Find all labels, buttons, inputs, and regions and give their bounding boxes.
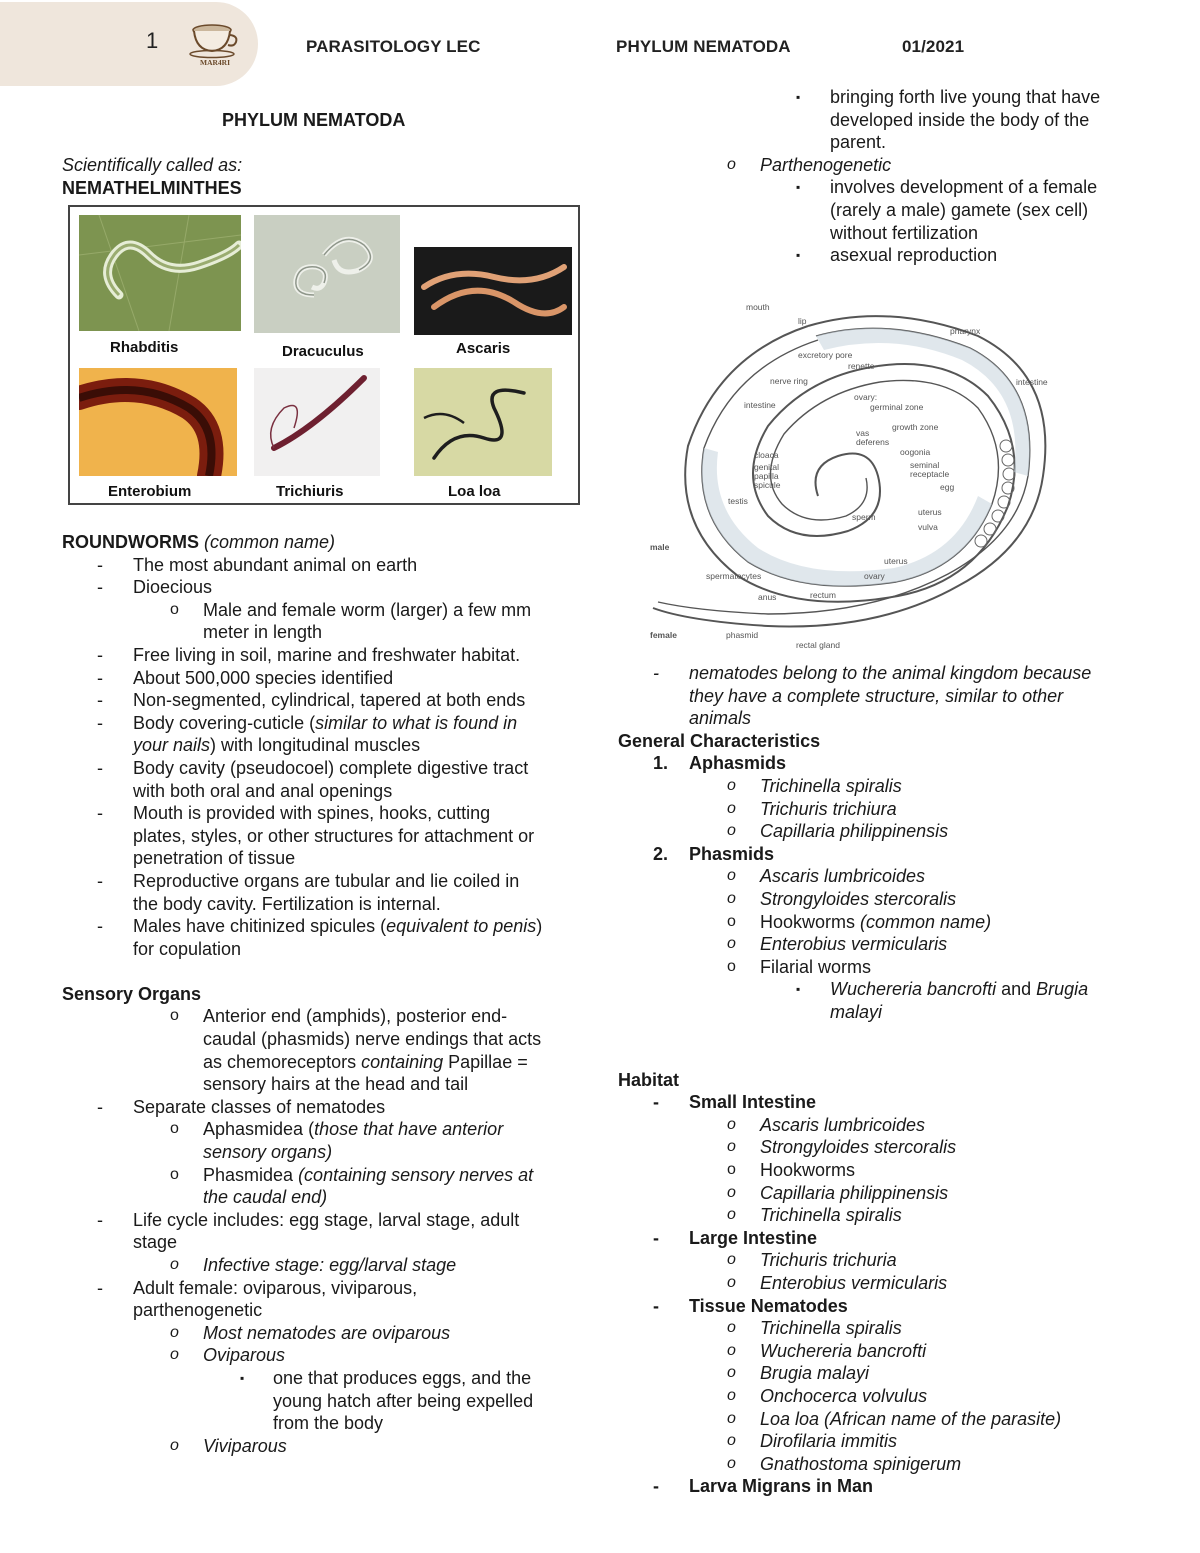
list-item: o Ascaris lumbricoides (618, 865, 1178, 888)
list-item: - Adult female: oviparous, viviparous, parthenogenetic (62, 1277, 602, 1322)
diagram-label: rectal gland (796, 640, 840, 650)
list-item: - Life cycle includes: egg stage, larval stage, adult stage (62, 1209, 602, 1254)
diagram-label: deferens (856, 437, 890, 447)
list-item: o Hookworms (618, 1159, 1178, 1182)
dracuculus-photo (254, 215, 400, 333)
list-item: - Small Intestine (618, 1091, 1178, 1114)
logo-text: MAR4RI (200, 58, 230, 67)
sensory-heading: Sensory Organs (62, 983, 202, 1004)
list-item: o Phasmidea (containing sensory nerves at the caudal end) (62, 1164, 602, 1209)
list-item: o Hookworms (common name) (618, 911, 1178, 934)
list-item: - Dioecious (62, 576, 602, 599)
list-item: o Trichinella spiralis (618, 1317, 1178, 1340)
list-item: o Dirofilaria immitis (618, 1430, 1178, 1453)
list-item: o Anterior end (amphids), posterior end- caudal (phasmids) nerve endings that acts as chemoreceptors containing Papillae = sensory hairs at the head and tail (62, 1005, 602, 1095)
list-item: o Strongyloides stercoralis (618, 1136, 1178, 1159)
gen-char-heading: General Characteristics (618, 730, 821, 751)
list-item: ▪ involves development of a female (rarely a male) gamete (sex cell) without fertilization (618, 176, 1178, 244)
habitat-heading: Habitat (618, 1069, 680, 1090)
photo-caption: Enterobium (108, 483, 192, 500)
nematode-photo-figure (68, 205, 580, 505)
right-top-content (618, 86, 1178, 267)
list-item: o Trichuris trichuria (618, 1249, 1178, 1272)
list-item: o Most nematodes are oviparous (62, 1322, 602, 1345)
trichiuris-photo (254, 368, 380, 476)
diagram-label: spermatocytes (706, 571, 762, 581)
diagram-label: uterus (884, 556, 908, 566)
diagram-label: anus (758, 592, 777, 602)
right-content (618, 662, 1178, 1498)
page-number: 1 (146, 28, 159, 53)
diagram-label: vulva (918, 522, 938, 532)
diagram-label: growth zone (892, 422, 939, 432)
logo-cup-icon (186, 20, 244, 68)
diagram-label: egg (940, 482, 955, 492)
nematode-anatomy-diagram (648, 296, 1088, 652)
list-item: o Male and female worm (larger) a few mm meter in length (62, 599, 602, 644)
list-item: o Trichuris trichiura (618, 798, 1178, 821)
list-item: o Aphasmidea (those that have anterior sensory organs) (62, 1118, 602, 1163)
diagram-label: rectum (810, 590, 836, 600)
photo-caption: Loa loa (448, 483, 501, 500)
list-item: o Viviparous (62, 1435, 602, 1458)
list-item: ▪ bringing forth live young that have developed inside the body of the parent. (618, 86, 1178, 154)
list-item: o Oviparous (62, 1344, 602, 1367)
list-item: o Wuchereria bancrofti (618, 1340, 1178, 1363)
list-item: o Brugia malayi (618, 1362, 1178, 1385)
diagram-label: uterus (918, 507, 942, 517)
diagram-label: ovary: (854, 392, 878, 402)
list-item: - Separate classes of nematodes (62, 1096, 602, 1119)
list-item: - The most abundant animal on earth (62, 554, 602, 577)
list-item: ▪ Wuchereria bancrofti and Brugia malayi (618, 978, 1178, 1023)
list-item: o Enterobius vermicularis (618, 1272, 1178, 1295)
photo-caption: Trichiuris (276, 483, 344, 500)
list-item: - nematodes belong to the animal kingdom because they have a complete structure, similar to other animals (618, 662, 1178, 730)
diagram-label: mouth (746, 302, 770, 312)
list-item: o Gnathostoma spinigerum (618, 1453, 1178, 1476)
diagram-label: intestine (744, 400, 776, 410)
list-item: o Ascaris lumbricoides (618, 1114, 1178, 1137)
header-course: PARASITOLOGY LEC (306, 37, 481, 56)
list-item: - Males have chitinized spicules (equivalent to penis) for copulation (62, 915, 602, 960)
diagram-label: excretory pore (798, 350, 853, 360)
diagram-label: lip (798, 316, 807, 326)
diagram-label: oogonia (900, 447, 931, 457)
list-item: o Infective stage: egg/larval stage (62, 1254, 602, 1277)
list-item: - Large Intestine (618, 1227, 1178, 1250)
list-item: 1. Aphasmids (653, 753, 787, 774)
diagram-label: papilla (754, 471, 779, 481)
list-item: 2. Phasmids (653, 843, 775, 864)
diagram-label: pharynx (950, 326, 981, 336)
list-item: o Onchocerca volvulus (618, 1385, 1178, 1408)
diagram-label: seminal (910, 460, 940, 470)
list-item: ▪ asexual reproduction (618, 244, 1178, 267)
list-item: - Free living in soil, marine and freshwater habitat. (62, 644, 602, 667)
diagram-label: sperm (852, 512, 876, 522)
list-item: ▪ one that produces eggs, and the young hatch after being expelled from the body (62, 1367, 602, 1435)
diagram-label: cloaca (754, 450, 779, 460)
diagram-label: genital (754, 462, 780, 472)
enterobium-photo (79, 368, 237, 476)
list-item: o Trichinella spiralis (618, 775, 1178, 798)
left-content (62, 531, 602, 1457)
list-item: o Strongyloides stercoralis (618, 888, 1178, 911)
list-item: - Body covering-cuticle (similar to what is found in your nails) with longitudinal muscles (62, 712, 602, 757)
roundworms-heading: ROUNDWORMS (common name) (62, 532, 336, 552)
diagram-label: receptacle (910, 469, 950, 479)
ascaris-photo (414, 247, 572, 335)
sci-name: NEMATHELMINTHES (62, 178, 242, 198)
list-item: o Capillaria philippinensis (618, 820, 1178, 843)
list-item: o Loa loa (African name of the parasite) (618, 1408, 1178, 1431)
diagram-label: testis (728, 496, 748, 506)
list-item: - Reproductive organs are tubular and lie coiled in the body cavity. Fertilization is internal. (62, 870, 602, 915)
list-item: o Filarial worms (618, 956, 1178, 979)
diagram-label: male (650, 542, 670, 552)
list-item: o Trichinella spiralis (618, 1204, 1178, 1227)
diagram-label: vas (856, 428, 870, 438)
photo-caption: Ascaris (456, 340, 511, 357)
list-item: - Mouth is provided with spines, hooks, cutting plates, styles, or other structures for attachment or penetration of tissue (62, 802, 602, 870)
header-topic: PHYLUM NEMATODA (616, 37, 791, 56)
list-item: - Body cavity (pseudocoel) complete digestive tract with both oral and anal openings (62, 757, 602, 802)
sci-called-label: Scientifically called as: (62, 155, 243, 175)
diagram-label: renette (848, 361, 875, 371)
diagram-label: germinal zone (870, 402, 924, 412)
list-item: o Capillaria philippinensis (618, 1182, 1178, 1205)
list-item: - Tissue Nematodes (618, 1295, 1178, 1318)
list-item: - About 500,000 species identified (62, 667, 602, 690)
list-item: o Enterobius vermicularis (618, 933, 1178, 956)
diagram-label: ovary (864, 571, 885, 581)
photo-caption: Rhabditis (110, 339, 179, 356)
diagram-label: phasmid (726, 630, 759, 640)
loa-loa-photo (414, 368, 552, 476)
photo-caption: Dracuculus (282, 343, 364, 360)
list-item: o Parthenogenetic (618, 154, 1178, 177)
rhabditis-photo (79, 215, 241, 331)
diagram-label: spicule (754, 480, 781, 490)
diagram-label: intestine (1016, 377, 1048, 387)
list-item: - Non-segmented, cylindrical, tapered at both ends (62, 689, 602, 712)
list-item: - Larva Migrans in Man (618, 1475, 1178, 1498)
page-title: PHYLUM NEMATODA (222, 110, 406, 130)
diagram-label: nerve ring (770, 376, 808, 386)
diagram-label: female (650, 630, 677, 640)
header-date: 01/2021 (902, 37, 965, 56)
